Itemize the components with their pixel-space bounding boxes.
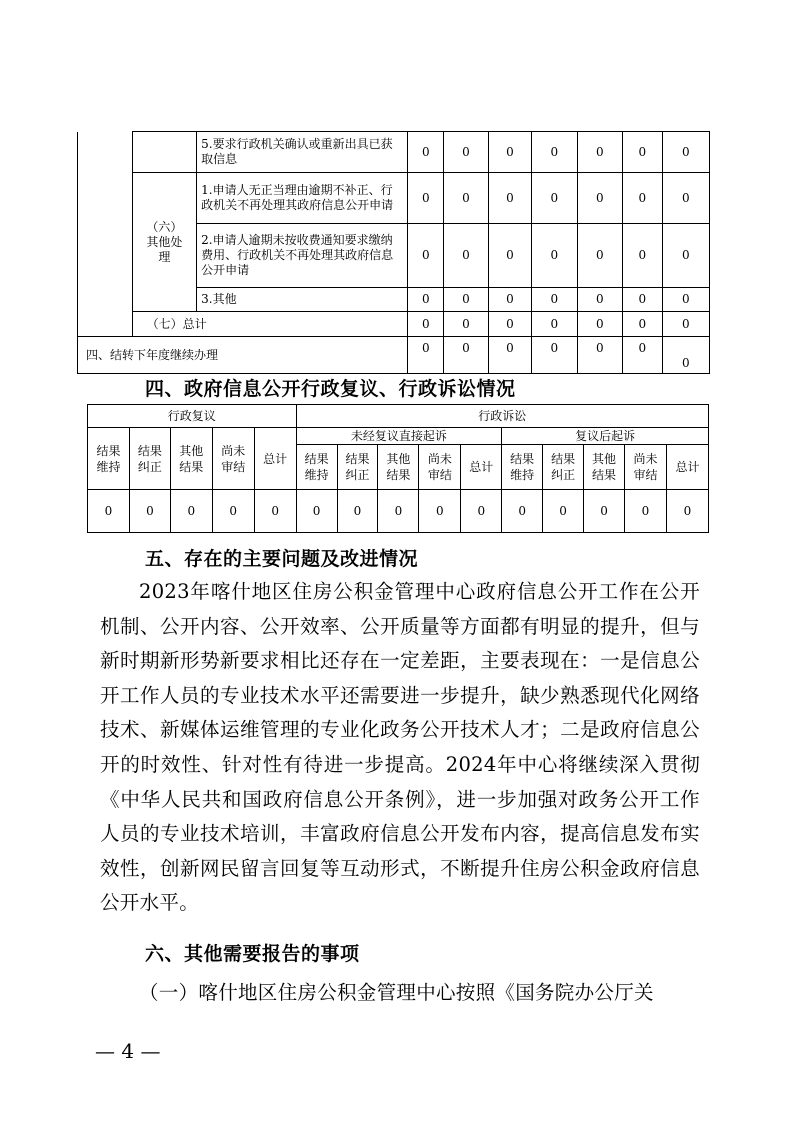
value-cell: 0: [444, 173, 488, 224]
value-cell: 0: [577, 337, 622, 374]
value-cell: 0: [624, 490, 666, 533]
section6-heading: 六、其他需要报告的事项: [145, 943, 360, 965]
column-header: 尚未审结: [624, 445, 666, 490]
section6-paragraph: （一）喀什地区住房公积金管理中心按照《国务院办公厅关: [139, 981, 654, 1004]
table-row: [78, 312, 710, 337]
value-cell: 0: [532, 173, 577, 224]
column-header: 结果纠正: [337, 445, 378, 490]
processing-results-table: [77, 131, 710, 374]
section4-heading: 四、政府信息公开行政复议、行政诉讼情况: [145, 378, 516, 400]
value-cell: 0: [532, 337, 577, 374]
value-cell: 0: [444, 288, 488, 312]
value-cell: 0: [622, 312, 662, 337]
value-cell: 0: [502, 490, 543, 533]
litigation-header: 行政诉讼: [296, 405, 708, 428]
value-cell: 0: [584, 490, 625, 533]
table-row: [78, 337, 710, 374]
value-cell: 0: [170, 490, 212, 533]
section5-heading: 五、存在的主要问题及改进情况: [145, 548, 419, 570]
value-cell: 0: [666, 490, 708, 533]
value-cell: 0: [577, 224, 622, 288]
value-cell: 0: [622, 173, 662, 224]
total-label: （七）总计: [132, 312, 408, 337]
value-cell: 0: [444, 224, 488, 288]
value-cell: 0: [408, 173, 444, 224]
section5-paragraph: 2023年喀什地区住房公积金管理中心政府信息公开工作在公开机制、公开内容、公开效率、公开质量等方面都有明显的提升，但与新时期新形势新要求相比还存在一定差距，主要表现在：一是信息公开工作人员的专业技术水平还需要进一步提升，缺少熟悉现代化网络技术、新媒体运维管理的专业化政务公开技术人才；二是政府信息公开的时效性、针对性有待进一步提高。2024年中心将继续深入贯彻《中华人民共和国政府信息公开条例》，进一步加强对政务公开工作人员的专业技术培训，丰富政府信息公开发布内容，提高信息发布实效性，创新网民留言回复等互动形式，不断提升住房公积金政府信息公开水平。: [100, 580, 700, 915]
value-cell: 0: [622, 132, 662, 173]
value-cell: 0: [622, 337, 662, 374]
value-cell: 0: [662, 173, 709, 224]
value-cell: 0: [408, 288, 444, 312]
column-header: 结果维持: [502, 445, 543, 490]
value-cell: 0: [419, 490, 461, 533]
value-cell: 0: [662, 312, 709, 337]
value-cell: 0: [408, 224, 444, 288]
value-cell: 0: [532, 132, 577, 173]
value-cell: 0: [378, 490, 419, 533]
carry-label: 四、结转下年度继续办理: [78, 337, 408, 374]
column-header: 总计: [461, 445, 502, 490]
column-header: 尚未审结: [212, 428, 254, 490]
value-cell: 0: [408, 337, 444, 374]
value-cell: 0: [212, 490, 254, 533]
value-cell: 0: [488, 173, 531, 224]
value-cell: 0: [88, 490, 130, 533]
value-cell: 0: [408, 312, 444, 337]
review-litigation-table: [87, 404, 709, 533]
value-cell: 0: [488, 337, 531, 374]
value-cell: 0: [532, 224, 577, 288]
blank-cell: [132, 132, 197, 173]
blank-cell: [78, 132, 133, 337]
value-cell: 0: [622, 288, 662, 312]
column-header: 尚未审结: [419, 445, 461, 490]
column-header: 总计: [254, 428, 296, 490]
value-cell: 0: [532, 288, 577, 312]
value-cell: 0: [444, 132, 488, 173]
value-cell: 0: [577, 312, 622, 337]
value-cell: 0: [543, 490, 584, 533]
value-cell: 0: [662, 288, 709, 312]
value-cell: 0: [662, 132, 709, 173]
value-cell: 0: [461, 490, 502, 533]
table-row: [78, 173, 710, 224]
value-cell: 0: [577, 173, 622, 224]
column-header: 结果维持: [88, 428, 130, 490]
row-label: 5.要求行政机关确认或重新出具已获取信息: [197, 132, 408, 173]
value-cell: 0: [488, 288, 531, 312]
row-label: 2.申请人逾期未按收费通知要求缴纳费用、行政机关不再处理其政府信息公开申请: [197, 224, 408, 288]
review-header: 行政复议: [88, 405, 297, 428]
value-cell: 0: [488, 312, 531, 337]
value-cell: 0: [662, 337, 709, 374]
row-label: 3.其他: [197, 288, 408, 312]
value-cell: 0: [408, 132, 444, 173]
value-cell: 0: [129, 490, 170, 533]
after-header: 复议后起诉: [502, 428, 709, 445]
value-cell: 0: [577, 288, 622, 312]
row-label: 1.申请人无正当理由逾期不补正、行政机关不再处理其政府信息公开申请: [197, 173, 408, 224]
value-cell: 0: [577, 132, 622, 173]
column-header: 其他结果: [378, 445, 419, 490]
table-row: [78, 132, 710, 173]
direct-header: 未经复议直接起诉: [296, 428, 502, 445]
value-cell: 0: [444, 312, 488, 337]
value-cell: 0: [296, 490, 337, 533]
column-header: 其他结果: [170, 428, 212, 490]
column-header: 总计: [666, 445, 708, 490]
header-row: [88, 405, 709, 428]
value-cell: 0: [254, 490, 296, 533]
value-cell: 0: [488, 224, 531, 288]
value-cell: 0: [532, 312, 577, 337]
value-cell: 0: [488, 132, 531, 173]
column-header: 其他结果: [584, 445, 625, 490]
table-row: [88, 490, 709, 533]
column-header: 结果纠正: [129, 428, 170, 490]
value-cell: 0: [444, 337, 488, 374]
page-number: — 4 —: [95, 1039, 161, 1063]
value-cell: 0: [662, 224, 709, 288]
column-header: 结果纠正: [543, 445, 584, 490]
value-cell: 0: [337, 490, 378, 533]
column-header: 结果维持: [296, 445, 337, 490]
group-label: （六）其他处理: [132, 173, 197, 312]
header-row: [88, 428, 709, 445]
value-cell: 0: [622, 224, 662, 288]
